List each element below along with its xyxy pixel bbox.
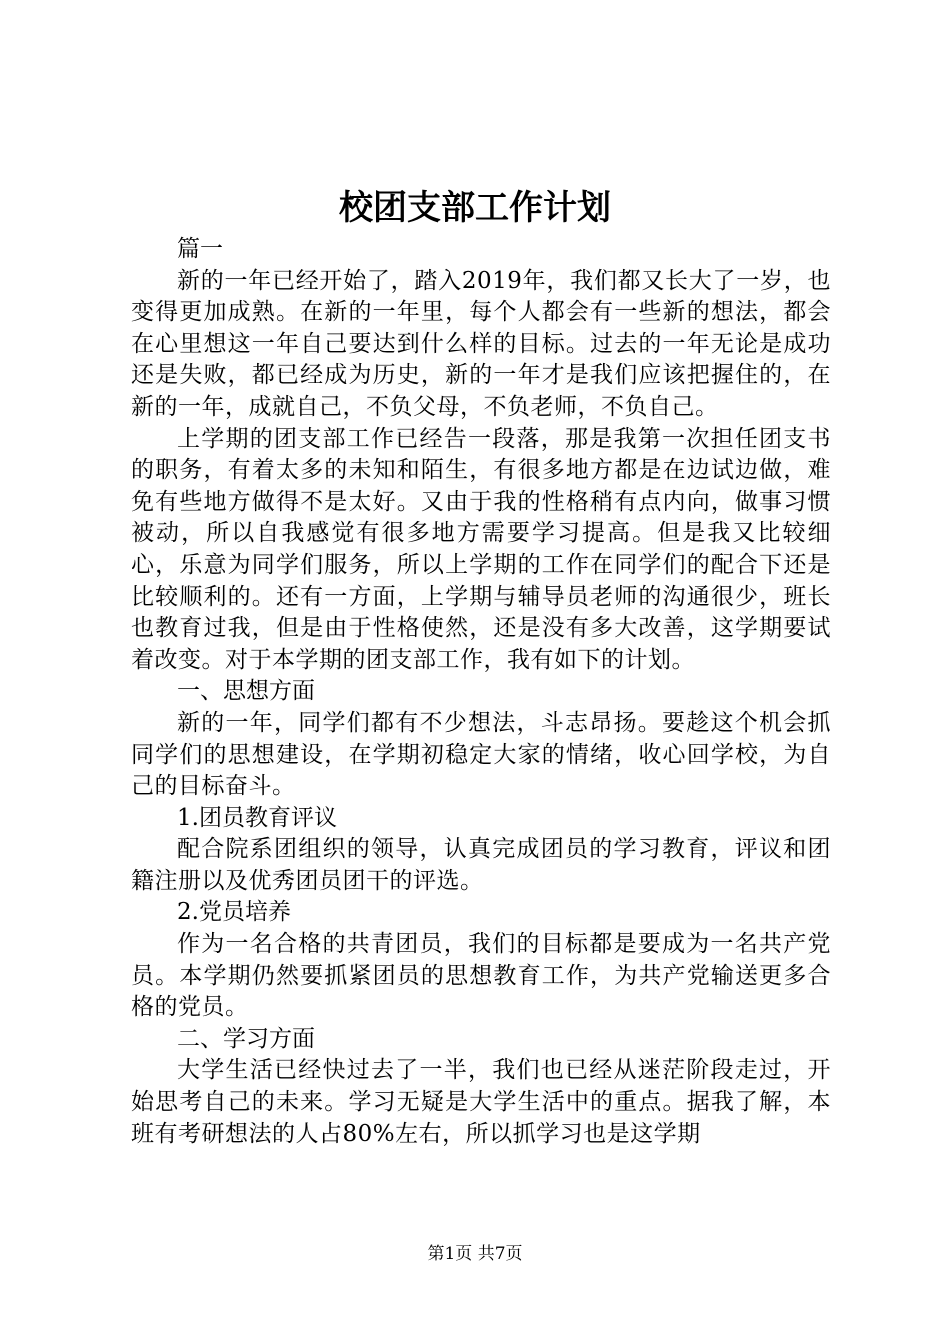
subsection-heading: 1.团员教育评议 bbox=[177, 804, 337, 831]
paragraph: 大学生活已经快过去了一半，我们也已经从迷茫阶段走过，开始思考自己的未来。学习无疑是大学生活中的重点。据我了解，本班有考研想法的人占80%左右，所以抓学习也是这学期 bbox=[131, 1057, 831, 1147]
document-body bbox=[131, 234, 831, 1150]
section-heading: 一、思想方面 bbox=[177, 678, 315, 705]
paragraph: 配合院系团组织的领导，认真完成团员的学习教育，评议和团籍注册以及优秀团员团干的评选。 bbox=[131, 836, 831, 894]
section-heading: 二、学习方面 bbox=[177, 1025, 315, 1052]
paragraph: 新的一年，同学们都有不少想法，斗志昂扬。要趁这个机会抓同学们的思想建设，在学期初稳定大家的情绪，收心回学校，为自己的目标奋斗。 bbox=[131, 709, 831, 800]
subsection-heading: 2.党员培养 bbox=[177, 899, 291, 926]
document-title: 校团支部工作计划 bbox=[339, 188, 611, 228]
paragraph: 上学期的团支部工作已经告一段落，那是我第一次担任团支书的职务，有着太多的未知和陌生，有很多地方都是在边试边做，难免有些地方做得不是太好。又由于我的性格稍有点内向，做事习惯被动，所以自我感觉有很多地方需要学习提高。但是我又比较细心，乐意为同学们服务，所以上学期的工作在同学们的配合下还是比较顺利的。还有一方面，上学期与辅导员老师的沟通很少，班长也教育过我，但是由于性格使然，还是没有多大改善，这学期要试着改变。对于本学期的团支部工作，我有如下的计划。 bbox=[131, 425, 831, 673]
page-footer: 第1页 共7页 bbox=[427, 1244, 523, 1264]
paragraph: 作为一名合格的共青团员，我们的目标都是要成为一名共产党员。本学期仍然要抓紧团员的思想教育工作，为共产党输送更多合格的党员。 bbox=[131, 931, 831, 1021]
section-label: 篇一 bbox=[177, 236, 223, 262]
paragraph: 新的一年已经开始了，踏入2019年，我们都又长大了一岁，也变得更加成熟。在新的一年里，每个人都会有一些新的想法，都会在心里想这一年自己要达到什么样的目标。过去的一年无论是成功还是失败，都已经成为历史，新的一年才是我们应该把握住的，在新的一年，成就自己，不负父母，不负老师，不负自己。 bbox=[131, 267, 831, 420]
